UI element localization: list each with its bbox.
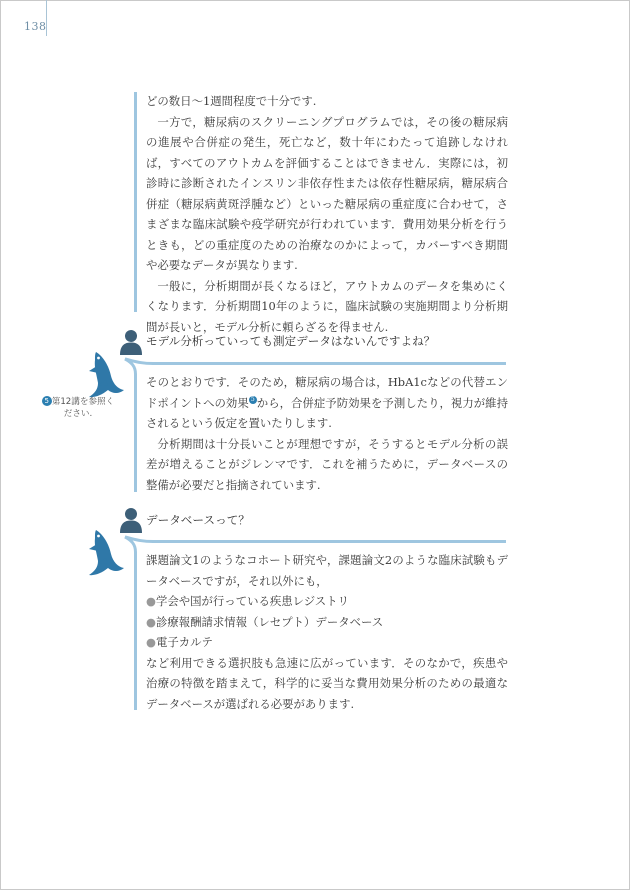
question-heading: モデル分析っていっても測定データはないんですよね？ [146, 334, 436, 348]
circled-number-icon: 5 [249, 396, 257, 404]
list-item: ●電子カルテ [146, 635, 213, 649]
answer-accent-bar [134, 384, 137, 492]
answer-text-block [146, 372, 508, 495]
side-note [38, 396, 118, 420]
bullet-icon: ● [146, 635, 156, 649]
bullet-icon: ● [146, 594, 156, 608]
answer-text-block [146, 550, 508, 714]
paragraph: どの数日〜1週間程度で十分です. [146, 94, 317, 108]
side-note-text: 第12講を参照ください. [51, 397, 115, 419]
paragraph: 課題論文1のようなコホート研究や，課題論文2のような臨床試験もデータベースですが，それ以外にも， [146, 553, 508, 588]
paragraph: など利用できる選択肢も急速に広がっています．そのなかで，疾患や治療の特徴を踏まえて，科学的に妥当な費用効果分析のための最適なデータベースが選ばれる必要があります. [146, 655, 508, 711]
bubble-top-rule [152, 540, 506, 543]
question-heading: データベースって？ [146, 513, 250, 527]
answer-text: そのとおりです．そのため，糖尿病の場合は，HbA1cなどの代替エンドポイントへの効果 [146, 375, 508, 410]
answer-accent-bar [134, 562, 137, 710]
list-item: ●学会や国が行っている疾患レジストリ [146, 594, 349, 608]
intro-text-block [146, 91, 508, 337]
paragraph: 一般に，分析期間が長くなるほど，アウトカムのデータを集めにくくなります．分析期間10年のように，臨床試験の実施期間より分析期間が長いと，モデル分析に頼らざるを得ません. [146, 278, 508, 334]
list-item: ●診療報酬請求情報（レセプト）データベース [146, 614, 384, 629]
bullet-icon: ● [146, 614, 156, 629]
page-number: 138 [24, 20, 47, 33]
paragraph: 分析期間は十分長いことが理想ですが，そうするとモデル分析の誤差が増えることがジレンマです．これを補うために，データベースの整備が必要だと指摘されています. [146, 436, 508, 492]
paragraph: 一方で，糖尿病のスクリーニングプログラムでは，その後の糖尿病の進展や合併症の発生，死亡など，数十年にわたって追跡しなければ，すべてのアウトカムを評価することはできません．実際には，初診時に診断されたインスリン非依存性または依存性糖尿病，糖尿病合併症（糖尿病黄斑浮腫など）といった糖尿病の重症度に合わせて，さまざまな臨床試験や疫学研究が行われています．費用効果分析を行うときも，どの重症度のための治療なのかによって，カバーすべき期間や必要なデータが異なります. [146, 114, 508, 272]
text-accent-bar [134, 92, 137, 312]
fish-icon [86, 528, 126, 578]
fish-icon [86, 350, 126, 400]
bubble-top-rule [152, 362, 506, 365]
answer-text: から，合併症予防効果を予測したり，視力が維持されるという仮定を置いたりします. [146, 395, 508, 430]
circled-number-icon: 5 [42, 396, 52, 406]
